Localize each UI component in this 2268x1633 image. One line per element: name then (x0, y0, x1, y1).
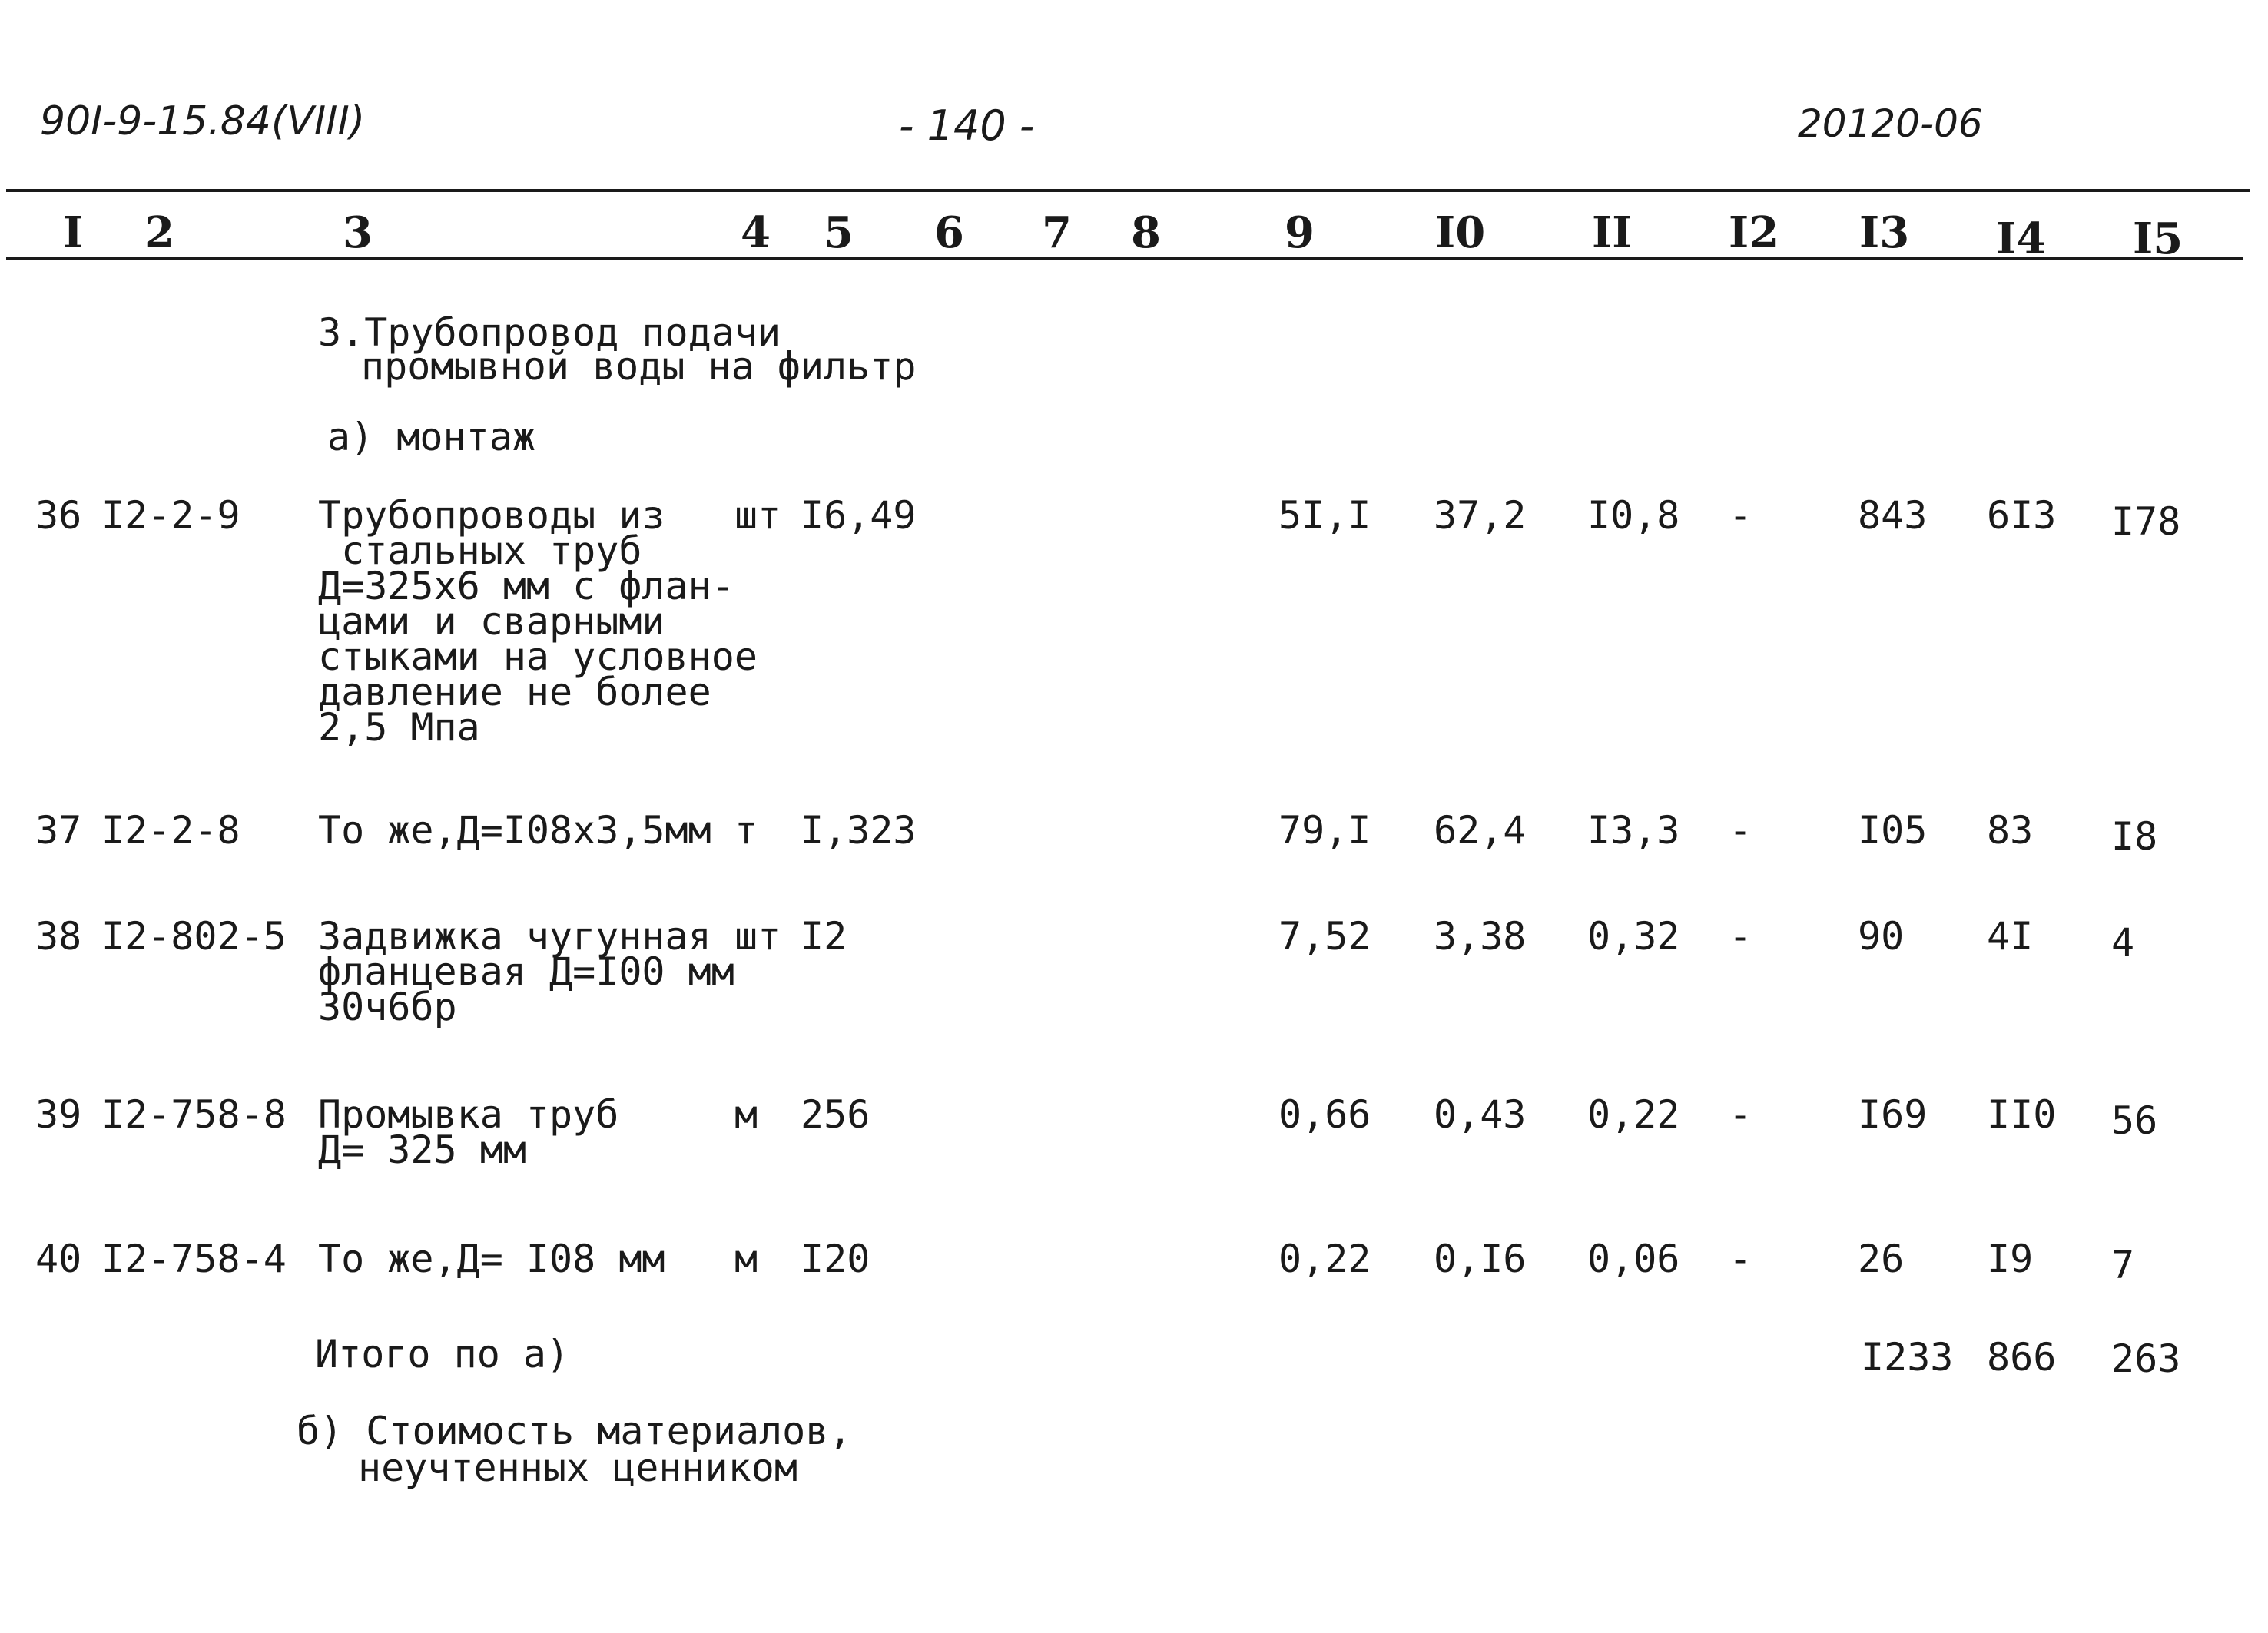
row-36-desc: Трубопроводы из стальных труб Д=325х6 мм с флан- цами и сварными стыками на условное давление не более 2,5 Мпа (318, 493, 758, 750)
row-38-c10: 3,38 (1434, 914, 1527, 959)
row-36-unit: шт (734, 493, 781, 538)
row-40-col12: - (1729, 1237, 1752, 1281)
row-38-c13: 90 (1858, 914, 1905, 959)
document-code: 90I-9-15.84(VIII) (40, 98, 366, 144)
row-40-code: I2-758-4 (101, 1237, 287, 1281)
column-header-5: 5 (824, 207, 854, 258)
row-39-col12: - (1729, 1092, 1752, 1137)
total-col13: I233 (1861, 1335, 1954, 1380)
row-37-c15: I8 (2111, 814, 2158, 859)
row-38-c9: 7,52 (1278, 914, 1371, 959)
row-36-c9: 5I,I (1278, 493, 1371, 538)
row-37-unit: т (734, 808, 758, 853)
row-37-desc: То же,Д=I08х3,5мм (318, 808, 711, 853)
top-rule (6, 189, 2250, 192)
column-header-2: 2 (144, 207, 174, 258)
row-36-code: I2-2-9 (101, 493, 240, 538)
row-38-position: 38 (35, 914, 82, 959)
section-title-line2: промывной воды на фильтр (361, 344, 917, 389)
row-36-qty: I6,49 (801, 493, 917, 538)
row-39-c9: 0,66 (1278, 1092, 1371, 1137)
row-36-c13: 843 (1858, 493, 1928, 538)
row-40-position: 40 (35, 1237, 82, 1281)
column-header-13: I3 (1859, 207, 1910, 258)
subsection-b-line2: неучтенных ценником (358, 1446, 797, 1490)
reference-code: 20120-06 (1798, 101, 1983, 146)
row-40-desc: То же,Д= I08 мм (318, 1237, 665, 1281)
column-header-3: 3 (343, 207, 373, 258)
column-header-14: I4 (1996, 214, 2047, 264)
row-37-c13: I05 (1858, 808, 1928, 853)
row-37-c14: 83 (1987, 808, 2034, 853)
column-header-7: 7 (1042, 207, 1072, 258)
column-header-11: II (1592, 207, 1633, 258)
row-36-c10: 37,2 (1434, 493, 1527, 538)
row-39-c15: 56 (2111, 1098, 2158, 1143)
row-39-position: 39 (35, 1092, 82, 1137)
column-header-12: I2 (1729, 207, 1779, 258)
total-label: Итого по а) (315, 1332, 570, 1376)
column-header-6: 6 (934, 207, 964, 258)
column-header-9: 9 (1285, 207, 1315, 258)
row-36-c15: I78 (2111, 499, 2181, 544)
row-36-position: 36 (35, 493, 82, 538)
row-38-c14: 4I (1987, 914, 2034, 959)
row-38-c11: 0,32 (1587, 914, 1680, 959)
row-40-c15: 7 (2111, 1243, 2135, 1287)
row-39-c11: 0,22 (1587, 1092, 1680, 1137)
total-col14: 866 (1987, 1335, 2057, 1380)
row-37-c11: I3,3 (1587, 808, 1680, 853)
row-37-c9: 79,I (1278, 808, 1371, 853)
row-38-col12: - (1729, 914, 1752, 959)
column-header-8: 8 (1131, 207, 1161, 258)
row-37-code: I2-2-8 (101, 808, 240, 853)
row-37-c10: 62,4 (1434, 808, 1527, 853)
subsection-a-label: а) монтаж (327, 415, 536, 459)
row-37-col12: - (1729, 808, 1752, 853)
row-38-code: I2-802-5 (101, 914, 287, 959)
column-header-10: I0 (1435, 207, 1486, 258)
page-number: - 140 - (899, 101, 1035, 150)
column-header-4: 4 (741, 207, 771, 258)
row-40-unit: м (734, 1237, 758, 1281)
section-title-line1: 3.Трубопровод подачи (318, 310, 781, 355)
row-38-unit: шт (734, 914, 781, 959)
row-36-c11: I0,8 (1587, 493, 1680, 538)
row-37-position: 37 (35, 808, 82, 853)
column-header-15: I5 (2133, 214, 2183, 264)
row-39-c10: 0,43 (1434, 1092, 1527, 1137)
row-37-qty: I,323 (801, 808, 917, 853)
row-40-c9: 0,22 (1278, 1237, 1371, 1281)
row-40-c11: 0,06 (1587, 1237, 1680, 1281)
row-36-col12: - (1729, 493, 1752, 538)
row-40-c14: I9 (1987, 1237, 2034, 1281)
row-38-c15: 4 (2111, 920, 2135, 965)
row-40-c10: 0,I6 (1434, 1237, 1527, 1281)
row-38-desc: Задвижка чугунная фланцевая Д=I00 мм 30ч6бр (318, 914, 734, 1029)
total-col15: 263 (2111, 1337, 2181, 1381)
row-39-c13: I69 (1858, 1092, 1928, 1137)
row-39-c14: II0 (1987, 1092, 2057, 1137)
row-39-code: I2-758-8 (101, 1092, 287, 1137)
row-40-c13: 26 (1858, 1237, 1905, 1281)
column-header-1: I (63, 207, 84, 258)
row-39-unit: м (734, 1092, 758, 1137)
row-39-desc: Промывка труб Д= 325 мм (318, 1092, 619, 1172)
row-40-qty: I20 (801, 1237, 870, 1281)
row-39-qty: 256 (801, 1092, 870, 1137)
subsection-b-line1: б) Стоимость материалов, (297, 1409, 852, 1453)
row-38-qty: I2 (801, 914, 847, 959)
row-36-c14: 6I3 (1987, 493, 2057, 538)
